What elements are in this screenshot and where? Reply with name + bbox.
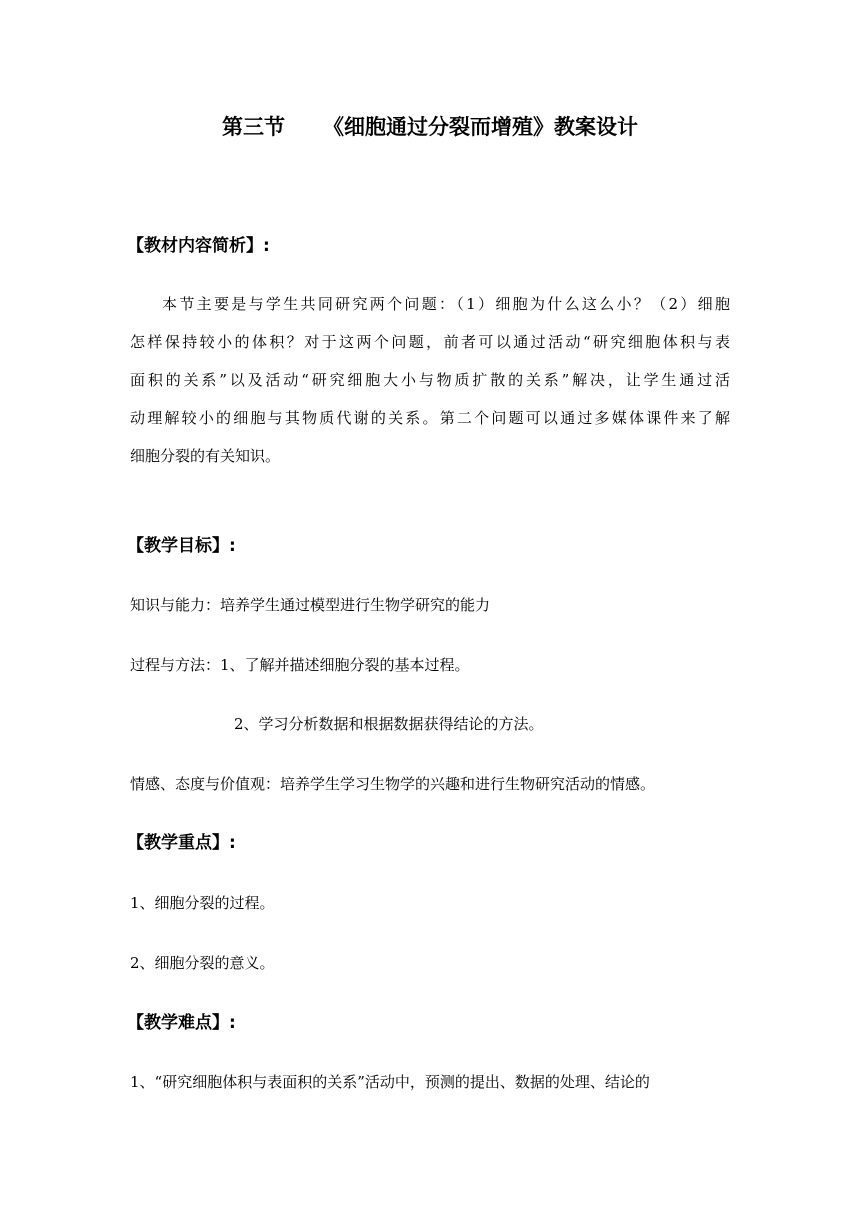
heading-objectives: 【教学目标】: [127,536,236,556]
objective-emotion: 情感、态度与价值观：培养学生学习生物学的兴趣和进行生物研究活动的情感。 [130,775,656,793]
objective-process-step-2: 2、学习分析数据和根据数据获得结论的方法。 [234,715,544,733]
heading-content-analysis: 【教材内容简析】: [127,236,270,256]
paragraph-line: 本节主要是与学生共同研究两个问题：（1）细胞为什么这么小？（2）细胞 [162,295,730,313]
key-point-item: 1、细胞分裂的过程。 [130,894,275,912]
key-point-item: 2、细胞分裂的意义。 [130,954,275,972]
paragraph-line: 动理解较小的细胞与其物质代谢的关系。第二个问题可以通过多媒体课件来了解 [130,409,730,427]
paragraph-line: 面积的关系”以及活动“研究细胞大小与物质扩散的关系”解决，让学生通过活 [130,371,730,389]
difficulty-item: 1、“研究细胞体积与表面积的关系”活动中，预测的提出、数据的处理、结论的 [130,1073,650,1091]
heading-difficulties: 【教学难点】: [127,1013,236,1033]
title-section-number: 第三节 [222,115,285,139]
objective-process: 过程与方法：1、了解并描述细胞分裂的基本过程。 [130,656,470,674]
objective-knowledge: 知识与能力：培养学生通过模型进行生物学研究的能力 [130,596,491,614]
paragraph-line: 怎样保持较小的体积？对于这两个问题，前者可以通过活动“研究细胞体积与表 [130,333,730,351]
document-title [0,112,860,142]
title-text: 《细胞通过分裂而增殖》教案设计 [323,115,638,139]
content-analysis-paragraph [130,285,730,475]
paragraph-line: 细胞分裂的有关知识。 [130,447,281,465]
heading-key-points: 【教学重点】: [127,833,236,853]
